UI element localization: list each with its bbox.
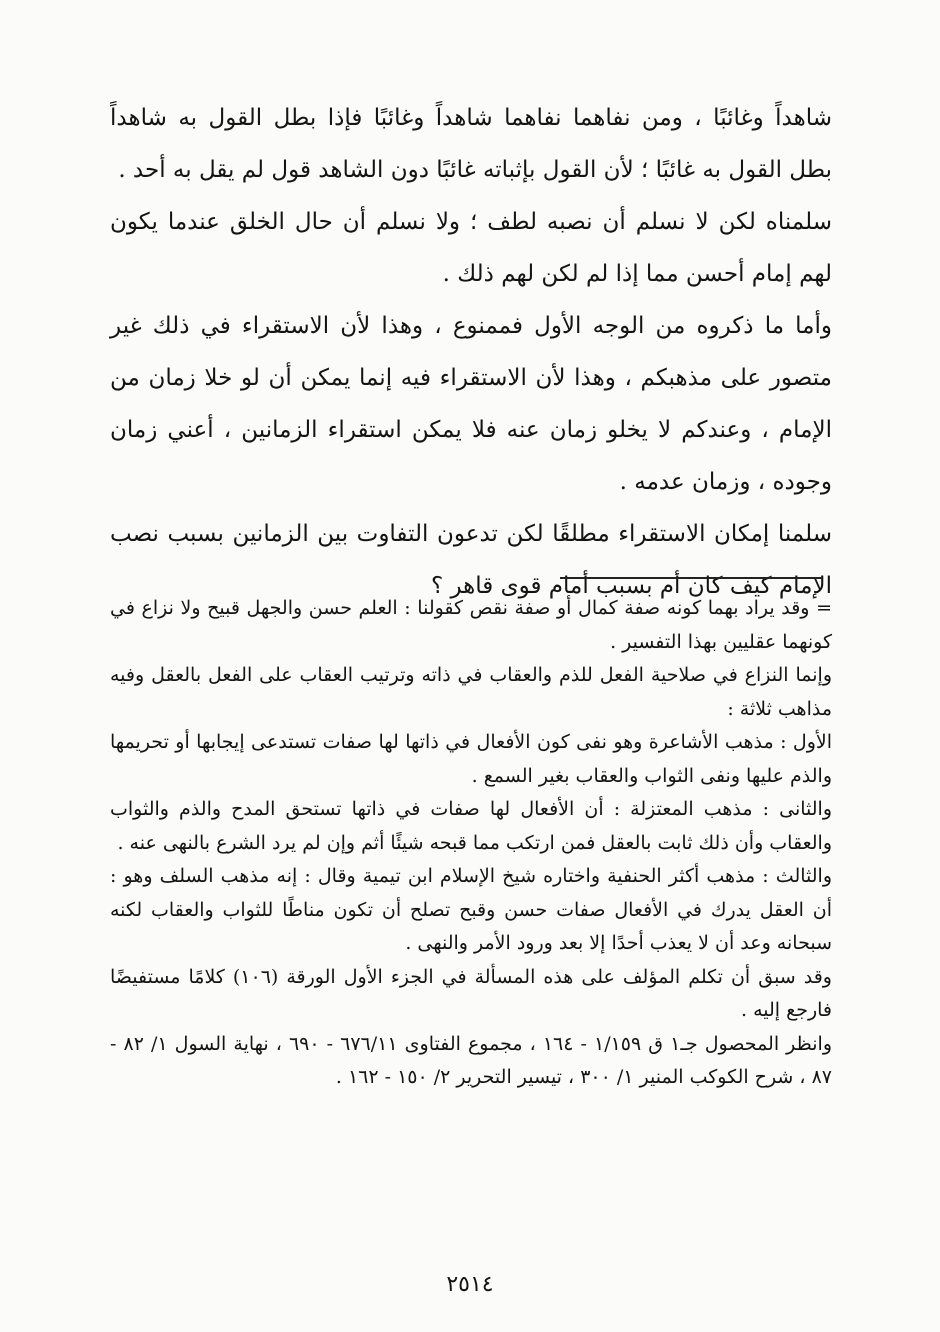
footnote-paragraph: الأول : مذهب الأشاعرة وهو نفى كون الأفعال في ذاتها لها صفات تستدعى إيجابها أو تحريمها والذم عليها ونفى الثواب والعقاب بغير السمع . <box>110 731 832 787</box>
body-paragraph: وأما ما ذكروه من الوجه الأول فممنوع ، وهذا لأن الاستقراء في ذلك غير متصور على مذهبكم ، وهذا لأن الاستقراء فيه إنما يمكن أن لو خلا زمان من الإمام ، وعندكم لا يخلو زمان عنه فلا يمكن استقراء الزمانين ، أعني زمان وجوده ، وزمان عدمه . <box>110 313 832 495</box>
footnote-paragraph: والثالث : مذهب أكثر الحنفية واختاره شيخ الإسلام ابن تيمية وقال : إنه مذهب السلف وهو : أن العقل يدرك في الأفعال صفات حسن وقبح تصلح أن تكون مناطًا للثواب والعقاب لكنه سبحانه وعد أن لا يعذب أحدًا إلا بعد ورود الأمر والنهى . <box>110 865 832 954</box>
body-paragraph: سلمنا إمكان الاستقراء مطلقًا لكن تدعون التفاوت بين الزمانين بسبب نصب الإمام كيف كان أم بسبب أمام قوى قاهر ؟ <box>110 521 832 599</box>
footnote-paragraph: وإنما النزاع في صلاحية الفعل للذم والعقاب في ذاته وترتيب العقاب على الفعل بالعقل وفيه مذاهب ثلاثة : <box>110 664 832 720</box>
page-number: ٢٥١٤ <box>446 1272 494 1297</box>
body-paragraph: شاهداً وغائبًا ، ومن نفاهما نفاهما شاهداً وغائبًا فإذا بطل القول به شاهداً بطل القول به غائبًا ؛ لأن القول بإثباته غائبًا دون الشاهد قول لم يقل به أحد . <box>110 105 832 183</box>
footnote-paragraph: والثانى : مذهب المعتزلة : أن الأفعال لها صفات في ذاتها تستحق المدح والذم والثواب والعقاب وأن ذلك ثابت بالعقل فمن ارتكب مما قبحه شيئًا أثم وإن لم يرد الشرع بالنهى عنه . <box>110 798 832 854</box>
footnote-paragraph: = وقد يراد بهما كونه صفة كمال أو صفة نقص كقولنا : العلم حسن والجهل قبيح ولا نزاع في كونهما عقليين بهذا التفسير . <box>110 597 832 653</box>
body-paragraph: سلمناه لكن لا نسلم أن نصبه لطف ؛ ولا نسلم أن حال الخلق عندما يكون لهم إمام أحسن مما إذا لم لكن لهم ذلك . <box>110 209 832 287</box>
footnotes <box>110 592 832 1095</box>
footnote-divider <box>560 577 822 579</box>
main-text <box>110 92 832 612</box>
footnote-paragraph: وقد سبق أن تكلم المؤلف على هذه المسألة في الجزء الأول الورقة (١٠٦) كلامًا مستفيضًا فارجع إليه . <box>110 965 832 1021</box>
footnote-paragraph: وانظر المحصول جـ١ ق ١/١٥٩ - ١٦٤ ، مجموع الفتاوى ٦٧٦/١١ - ٦٩٠ ، نهاية السول ١/ ٨٢ - ٨٧ ، شرح الكوكب المنير ١/ ٣٠٠ ، تيسير التحرير ٢/ ١٥٠ - ١٦٢ . <box>110 1032 832 1088</box>
